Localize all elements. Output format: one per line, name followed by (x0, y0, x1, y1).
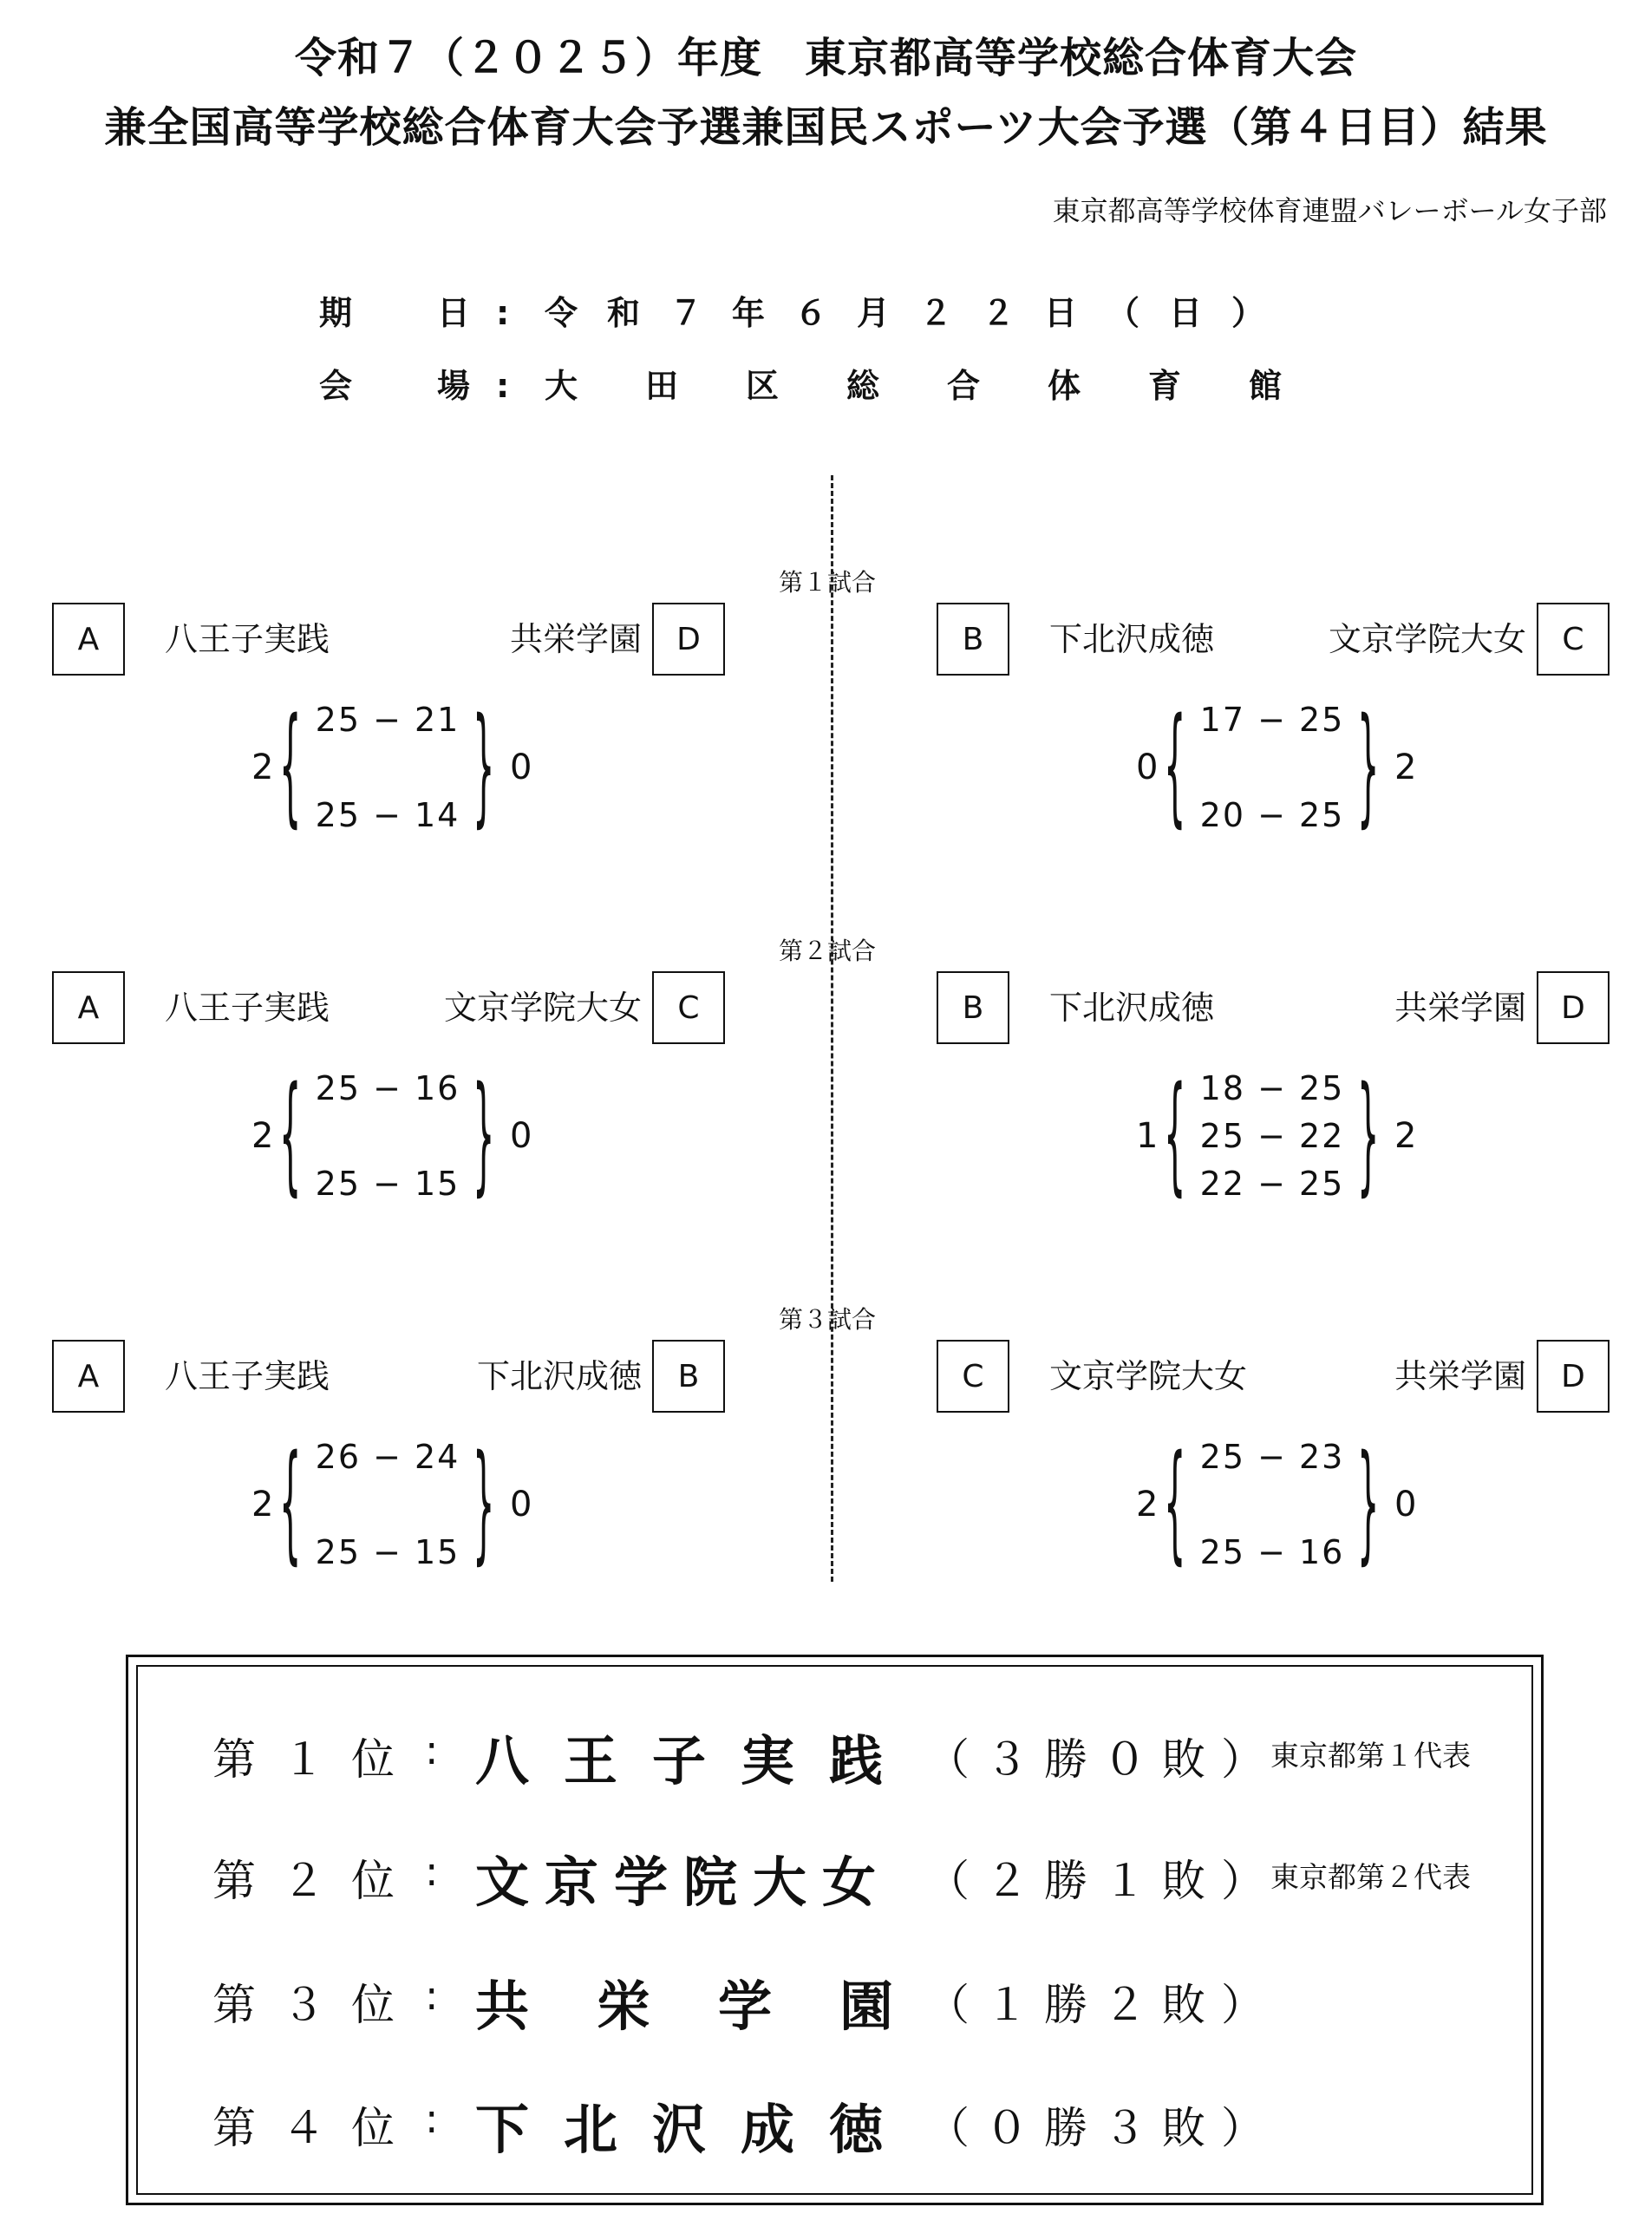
set-wins: 0 (510, 1116, 532, 1156)
team-name: 文京学院大女 (443, 989, 642, 1027)
title-line-1: 令和７（２０２５）年度 東京都高等学校総合体育大会 (294, 34, 1357, 82)
set-wins: 1 (1136, 1116, 1159, 1156)
pool-box: D (1537, 971, 1610, 1044)
team-name: 八王子実践 (165, 989, 330, 1027)
set-score: 26 − 24 (315, 1438, 460, 1476)
score-brace-left: { (1164, 1061, 1186, 1211)
team-name: 文京学院大女 (1049, 1357, 1248, 1395)
center-divider (831, 475, 833, 1582)
team-name: 共栄学園 (1394, 1357, 1526, 1395)
standing-record: （３勝０敗） (926, 1734, 1280, 1785)
score-brace-right: } (1357, 693, 1380, 842)
organizer: 東京都高等学校体育連盟バレーボール女子部 (1052, 194, 1607, 227)
pool-box: B (652, 1340, 725, 1413)
score-brace-right: } (1357, 1061, 1380, 1211)
set-score: 22 − 25 (1199, 1165, 1345, 1203)
score-brace-left: { (1164, 1430, 1186, 1579)
set-score: 25 − 15 (315, 1165, 460, 1203)
standing-colon: : (425, 1972, 439, 2019)
set-score: 25 − 21 (315, 701, 460, 739)
team-name: 共栄学園 (1394, 989, 1526, 1027)
score-brace-right: } (1357, 1430, 1380, 1579)
date-label: 期 日: (319, 294, 536, 332)
standing-note: 東京都第１代表 (1270, 1739, 1471, 1773)
standing-rank: 第３位 (212, 1980, 421, 2030)
standing-team: 下北沢成徳 (475, 2098, 918, 2161)
team-name: 共栄学園 (509, 620, 642, 658)
team-name: 八王子実践 (165, 620, 330, 658)
team-name: 下北沢成徳 (1049, 989, 1215, 1027)
set-wins: 0 (1136, 748, 1159, 787)
score-brace-left: { (279, 1061, 302, 1211)
set-wins: 0 (510, 1485, 532, 1525)
score-brace-left: { (279, 693, 302, 842)
set-score: 25 − 16 (315, 1069, 460, 1107)
pool-box: C (1537, 603, 1610, 676)
set-score: 25 − 23 (1199, 1438, 1345, 1476)
pool-box: B (937, 603, 1009, 676)
score-brace-left: { (279, 1430, 302, 1579)
pool-box: C (937, 1340, 1009, 1413)
set-score: 18 − 25 (1199, 1069, 1345, 1107)
set-wins: 2 (1394, 748, 1417, 787)
set-wins: 0 (1394, 1485, 1417, 1525)
pool-box: D (652, 603, 725, 676)
team-name: 八王子実践 (165, 1357, 330, 1395)
team-name: 文京学院大女 (1328, 620, 1526, 658)
standing-team: 文京学院大女 (475, 1851, 892, 1914)
pool-box: A (52, 971, 125, 1044)
pool-box: D (1537, 1340, 1610, 1413)
pool-box: C (652, 971, 725, 1044)
standing-colon: : (425, 1848, 439, 1895)
set-score: 25 − 16 (1199, 1533, 1345, 1571)
pool-box: A (52, 603, 125, 676)
team-name: 下北沢成徳 (1049, 620, 1215, 658)
venue-label: 会 場: (319, 367, 536, 405)
set-score: 25 − 15 (315, 1533, 460, 1571)
set-wins: 2 (251, 1485, 274, 1525)
standing-colon: : (425, 2095, 439, 2142)
match-label: 第１試合 (779, 568, 877, 597)
venue-value: 大田区総合体育館 (545, 367, 1350, 405)
score-brace-right: } (473, 693, 495, 842)
pool-box: A (52, 1340, 125, 1413)
standing-rank: 第２位 (212, 1856, 421, 1906)
standing-record: （１勝２敗） (926, 1980, 1280, 2030)
set-score: 17 − 25 (1199, 701, 1345, 739)
set-wins: 2 (1394, 1116, 1417, 1156)
set-score: 25 − 22 (1199, 1117, 1345, 1155)
standing-note: 東京都第２代表 (1270, 1860, 1471, 1894)
standing-record: （２勝１敗） (926, 1856, 1280, 1906)
score-brace-right: } (473, 1430, 495, 1579)
set-score: 20 − 25 (1199, 796, 1345, 834)
standing-team: 共栄学園 (475, 1975, 962, 2038)
pool-box: B (937, 971, 1009, 1044)
set-wins: 2 (251, 748, 274, 787)
standing-colon: : (425, 1727, 439, 1773)
set-wins: 2 (251, 1116, 274, 1156)
standing-record: （０勝３敗） (926, 2103, 1280, 2153)
standing-team: 八王子実践 (475, 1729, 918, 1792)
set-wins: 0 (510, 748, 532, 787)
set-score: 25 − 14 (315, 796, 460, 834)
title-line-2: 兼全国高等学校総合体育大会予選兼国民スポーツ大会予選（第４日目）結果 (104, 103, 1548, 152)
score-brace-left: { (1164, 693, 1186, 842)
team-name: 下北沢成徳 (476, 1357, 642, 1395)
standing-rank: 第４位 (212, 2103, 421, 2153)
match-label: 第３試合 (779, 1305, 877, 1334)
standing-rank: 第１位 (212, 1734, 421, 1785)
match-label: 第２試合 (779, 937, 877, 965)
set-wins: 2 (1136, 1485, 1159, 1525)
date-value: 令和７年６月２２日（日） (545, 294, 1295, 332)
score-brace-right: } (473, 1061, 495, 1211)
